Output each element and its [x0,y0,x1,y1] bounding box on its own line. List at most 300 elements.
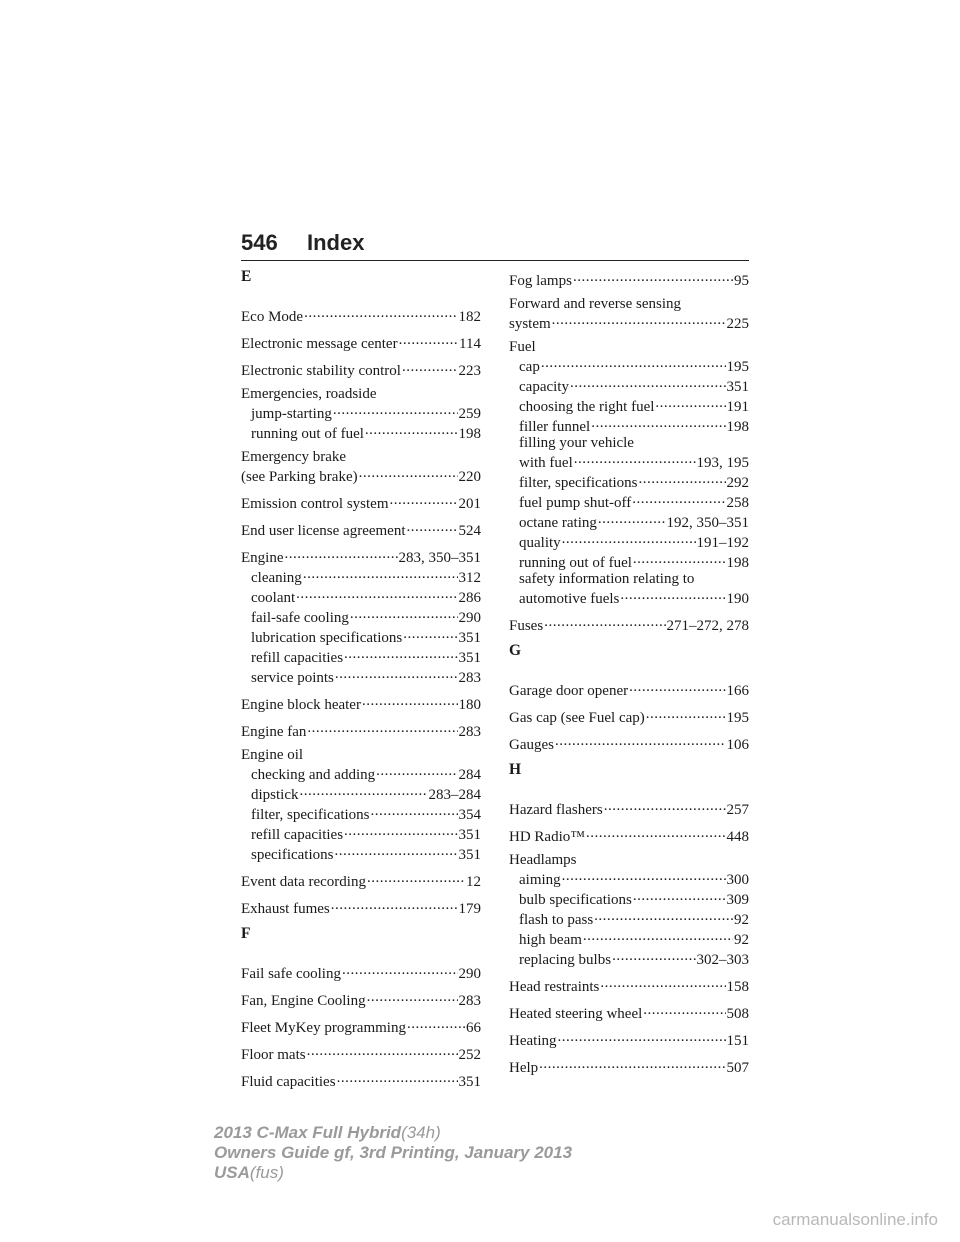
index-term: specifications [251,847,334,863]
dot-leader [557,1029,725,1045]
page-ref: 283 [458,724,481,740]
page-ref: 151 [726,1033,749,1049]
page-ref: 351 [458,827,481,843]
index-term: Engine fan [241,724,307,740]
page-ref: 271–272, 278 [666,618,749,634]
page-ref: 300 [726,872,749,888]
index-term: Fog lamps [509,273,572,289]
dot-leader [337,1070,458,1086]
dot-leader [632,491,725,507]
index-term: Floor mats [241,1047,306,1063]
index-entry [241,359,481,379]
index-term: Fluid capacities [241,1074,336,1090]
index-term: cleaning [251,570,302,586]
dot-leader [570,375,726,391]
index-entry [241,720,481,740]
page-ref: 283 [458,993,481,1009]
index-term: HD Radio™ [509,829,585,845]
index-subentry [509,888,749,908]
index-term: filter, specifications [251,807,370,823]
page-ref: 351 [726,379,749,395]
index-line [519,491,749,511]
dot-leader [285,546,398,562]
dot-leader [643,1002,725,1018]
section-letter: H [509,761,522,778]
index-line [519,868,749,888]
footer-line-1: 2013 C-Max Full Hybrid(34h) [214,1123,441,1142]
index-line [251,646,481,666]
dot-leader [633,888,726,904]
index-line [519,395,749,415]
index-line [509,614,749,634]
index-term: Emergency brake [241,449,347,465]
index-line [519,928,749,948]
index-term: Headlamps [509,852,577,868]
index-term: jump-starting [251,406,332,422]
index-term: Engine [241,550,284,566]
index-subentry [509,471,749,491]
index-entry [241,747,481,863]
dot-leader [367,870,465,886]
section-letter: G [509,642,522,659]
dot-leader [350,606,458,622]
page-ref: 309 [726,892,749,908]
index-line [519,551,749,571]
dot-leader [300,783,428,799]
index-entry [241,989,481,1009]
index-line [251,763,481,783]
index-entry [241,693,481,713]
footer-line-3: USA(fus) [214,1163,284,1182]
index-subentry [509,928,749,948]
index-line [251,566,481,586]
dot-leader [402,359,458,375]
dot-leader [303,566,458,582]
index-subentry [509,868,749,888]
index-subentry [241,783,481,803]
index-term: Heating [509,1033,557,1049]
index-term: Eco Mode [241,309,304,325]
page-ref: 198 [726,555,749,571]
index-line [509,1029,749,1049]
index-entry [509,339,749,607]
dot-leader [598,511,666,527]
index-term: flash to pass [519,912,594,928]
dot-leader [371,803,458,819]
index-subentry [241,666,481,686]
index-entry [509,269,749,289]
index-entry [241,386,481,442]
index-subentry [509,551,749,571]
index-line [241,870,481,890]
page-ref: 312 [458,570,481,586]
page-ref: 292 [726,475,749,491]
dot-leader [296,586,457,602]
index-term: system [509,316,551,332]
index-line [509,825,749,845]
page-ref: 351 [458,1074,481,1090]
index-line [251,823,481,843]
index-term: Engine oil [241,747,304,763]
index-term: Heated steering wheel [509,1006,643,1022]
page-ref: 66 [466,1020,481,1036]
index-term: replacing bulbs [519,952,612,968]
index-subentry [241,823,481,843]
page-ref: 195 [726,710,749,726]
index-line [241,1043,481,1063]
index-subentry [509,491,749,511]
index-line [509,679,749,699]
index-entry [509,706,749,726]
index-line [519,375,749,395]
index-term: capacity [519,379,569,395]
index-line [519,948,749,968]
index-subentry [509,415,749,435]
page-ref: 354 [458,807,481,823]
index-term: safety information relating to [519,571,695,587]
index-entry [241,305,481,325]
index-entry [509,1056,749,1076]
dot-leader [390,492,458,508]
index-term: Engine block heater [241,697,361,713]
index-term: lubrication specifications [251,630,403,646]
index-entry [509,798,749,818]
index-entry [509,975,749,995]
index-line [519,355,749,375]
dot-leader [344,646,457,662]
index-subentry [241,646,481,666]
dot-leader [541,355,726,371]
index-term: choosing the right fuel [519,399,655,415]
dot-leader [367,989,458,1005]
dot-leader [586,825,726,841]
dot-leader [359,465,458,481]
page-ref: 283–284 [428,787,481,803]
index-entry [241,449,481,485]
index-entry [241,897,481,917]
index-line [519,888,749,908]
index-term: Fan, Engine Cooling [241,993,366,1009]
index-line [241,305,481,325]
index-line [519,908,749,928]
index-term: Hazard flashers [509,802,603,818]
page-ref: 95 [734,273,749,289]
index-subentry [241,763,481,783]
page-header [241,230,749,261]
index-line [509,733,749,753]
index-term: Emission control system [241,496,389,512]
dot-leader [591,415,725,431]
dot-leader [304,305,457,321]
page-ref: 179 [458,901,481,917]
index-term: Gauges [509,737,554,753]
index-entry [509,1002,749,1022]
index-entry [241,962,481,982]
dot-leader [333,402,458,418]
index-line [251,586,481,606]
index-entry [241,492,481,512]
index-entry [241,519,481,539]
dot-leader [639,471,726,487]
index-term: fail-safe cooling [251,610,349,626]
index-line [519,531,749,551]
index-term: automotive fuels [519,591,620,607]
dot-leader [633,551,726,567]
page-ref: 198 [458,426,481,442]
index-column-left [241,269,481,1097]
index-subentry [241,843,481,863]
index-term: End user license agreement [241,523,406,539]
index-term: Electronic message center [241,336,398,352]
index-line [509,312,749,332]
page-number: 546 [241,230,278,255]
dot-leader [655,395,725,411]
index-subentry [241,803,481,823]
index-line [251,783,481,803]
index-line [519,587,749,607]
index-term: Head restraints [509,979,600,995]
page-ref: 351 [458,847,481,863]
index-term: refill capacities [251,650,344,666]
page-ref: 191–192 [696,535,749,551]
index-line [241,332,481,352]
index-subentry [241,626,481,646]
document-footer [214,1123,572,1183]
index-term: running out of fuel [519,555,632,571]
dot-leader [555,733,726,749]
index-entry [241,546,481,686]
index-line [251,843,481,863]
dot-leader [574,451,696,467]
page-ref: 257 [726,802,749,818]
dot-leader [407,1016,465,1032]
index-line [251,626,481,646]
dot-leader [376,763,457,779]
page-ref: 192, 350–351 [666,515,749,531]
dot-leader [307,1043,458,1059]
index-term: Fail safe cooling [241,966,341,982]
dot-leader [334,843,457,859]
index-subentry [241,586,481,606]
page-ref: 286 [458,590,481,606]
index-line [241,359,481,379]
page-ref: 302–303 [696,952,749,968]
page-ref: 290 [458,610,481,626]
index-subentry [509,908,749,928]
dot-leader [335,666,458,682]
dot-leader [604,798,726,814]
page-ref: 92 [734,912,749,928]
index-entry [509,852,749,968]
index-line [509,798,749,818]
page-ref: 507 [726,1060,749,1076]
dot-leader [620,587,725,603]
index-term: high beam [519,932,582,948]
dot-leader [583,928,733,944]
index-line [241,546,481,566]
page-ref: 158 [726,979,749,995]
index-term: (see Parking brake) [241,469,358,485]
page-ref: 114 [459,336,481,352]
index-entry [241,1016,481,1036]
dot-leader [544,614,665,630]
index-line [519,415,749,435]
dot-leader [344,823,457,839]
dot-leader [600,975,725,991]
index-subentry [509,531,749,551]
page-ref: 182 [458,309,481,325]
index-term: octane rating [519,515,597,531]
index-line [509,1002,749,1022]
index-term: refill capacities [251,827,344,843]
page-title: Index [307,230,365,255]
index-subentry [509,948,749,968]
page-ref: 12 [466,874,481,890]
index-line [519,471,749,491]
index-line [251,422,481,442]
index-line [509,975,749,995]
page-ref: 284 [458,767,481,783]
index-subentry [509,435,749,471]
index-term: cap [519,359,540,375]
page-ref: 223 [458,363,481,379]
index-line [251,402,481,422]
index-subentry [509,375,749,395]
dot-leader [629,679,725,695]
section-letter: F [241,925,251,942]
index-term: Fuses [509,618,544,634]
page-ref: 166 [726,683,749,699]
index-term: Exhaust fumes [241,901,330,917]
index-term: filler funnel [519,419,591,435]
index-term: aiming [519,872,561,888]
dot-leader [362,693,458,709]
page-ref: 508 [726,1006,749,1022]
index-entry [241,332,481,352]
index-line [241,720,481,740]
index-term: Forward and reverse sensing [509,296,682,312]
page-ref: 448 [726,829,749,845]
page-ref: 106 [726,737,749,753]
index-term: Garage door opener [509,683,629,699]
page-ref: 180 [458,697,481,713]
page-ref: 283, 350–351 [398,550,481,566]
page-ref: 198 [726,419,749,435]
page-ref: 193, 195 [696,455,749,471]
dot-leader [365,422,458,438]
dot-leader [331,897,458,913]
dot-leader [403,626,457,642]
page-ref: 252 [458,1047,481,1063]
index-term: dipstick [251,787,299,803]
index-subentry [241,566,481,586]
index-term: filling your vehicle [519,435,634,451]
index-term: Gas cap (see Fuel cap) [509,710,645,726]
index-subentry [509,395,749,415]
page-ref: 220 [458,469,481,485]
index-term: Help [509,1060,539,1076]
dot-leader [539,1056,725,1072]
dot-leader [342,962,458,978]
dot-leader [594,908,733,924]
index-entry [241,1043,481,1063]
index-line [509,269,749,289]
index-subentry [509,571,749,607]
index-entry [509,614,749,634]
page-ref: 191 [726,399,749,415]
page-ref: 190 [726,591,749,607]
index-term: with fuel [519,455,573,471]
index-line [241,989,481,1009]
index-entry [509,733,749,753]
index-term: service points [251,670,334,686]
index-term: coolant [251,590,296,606]
index-term: Electronic stability control [241,363,401,379]
dot-leader [573,269,733,285]
section-letter: E [241,268,252,285]
index-line [251,606,481,626]
dot-leader [407,519,458,535]
index-line [509,706,749,726]
index-line [241,1070,481,1090]
index-entry [509,679,749,699]
index-subentry [509,355,749,375]
index-line [241,897,481,917]
page-ref: 283 [458,670,481,686]
dot-leader [307,720,457,736]
index-term: filter, specifications [519,475,638,491]
dot-leader [562,531,696,547]
index-column-right [509,269,749,1083]
index-line [241,465,481,485]
page-ref: 524 [458,523,481,539]
index-term: bulb specifications [519,892,632,908]
page-ref: 195 [726,359,749,375]
footer-line-2: Owners Guide gf, 3rd Printing, January 2013 [214,1143,573,1162]
dot-leader [612,948,695,964]
dot-leader [552,312,726,328]
index-line [509,1056,749,1076]
index-entry [509,825,749,845]
page-ref: 258 [726,495,749,511]
index-term: Event data recording [241,874,366,890]
page-ref: 351 [458,650,481,666]
watermark[interactable]: carmanualsonline.info [772,1210,938,1229]
index-subentry [509,511,749,531]
index-line [241,519,481,539]
index-line [519,511,749,531]
page-ref: 225 [726,316,749,332]
index-subentry [241,402,481,422]
index-term: Emergencies, roadside [241,386,377,402]
index-term: quality [519,535,561,551]
index-term: Fuel [509,339,536,355]
index-term: running out of fuel [251,426,364,442]
dot-leader [646,706,726,722]
index-entry [509,1029,749,1049]
index-entry [241,870,481,890]
index-term: fuel pump shut-off [519,495,632,511]
page-ref: 351 [458,630,481,646]
index-entry [509,296,749,332]
dot-leader [562,868,726,884]
index-line [251,666,481,686]
index-line [241,962,481,982]
index-line [241,1016,481,1036]
index-subentry [241,606,481,626]
index-line [241,693,481,713]
dot-leader [399,332,458,348]
